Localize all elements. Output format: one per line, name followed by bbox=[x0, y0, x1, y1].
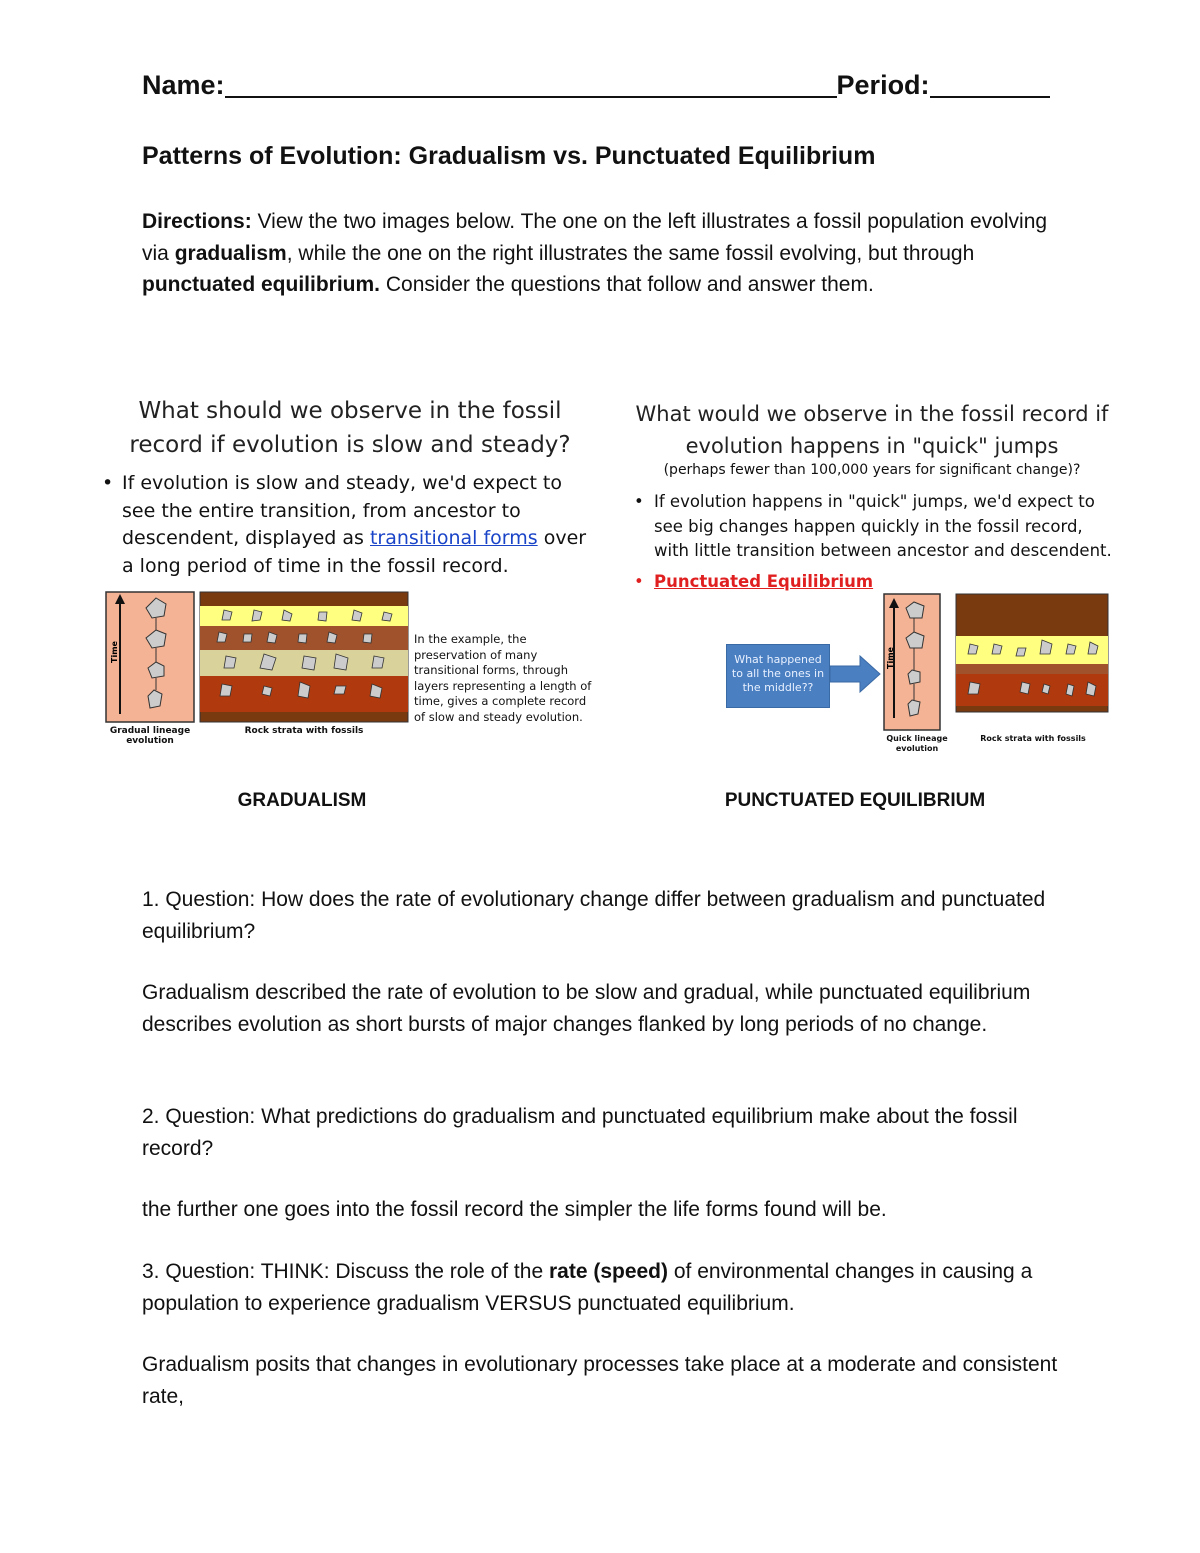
gradualism-bullet-text-1: If evolution is slow and steady, we'd expect to see the entire transition, from ancestor to descendent, displayed as bbox=[122, 472, 563, 549]
bullet-icon: • bbox=[634, 571, 644, 591]
period-label: Period: bbox=[836, 70, 930, 100]
question-3-text-2: of environmental changes in causing a population to experience gradualism VERSUS punctuated equilibrium. bbox=[142, 1260, 1033, 1315]
gradualism-figure bbox=[104, 590, 410, 746]
page-title: Patterns of Evolution: Gradualism vs. Punctuated Equilibrium bbox=[142, 142, 876, 170]
directions-label: Directions: bbox=[142, 210, 252, 233]
punctuated-slide-heading: What would we observe in the fossil record if evolution happens in "quick" jumps bbox=[635, 402, 1109, 458]
time-label: Time bbox=[110, 641, 119, 663]
gradual-lineage-caption: Gradual lineage evolution bbox=[109, 726, 191, 746]
punctuated-equilibrium-label: PUNCTUATED EQUILIBRIUM bbox=[724, 790, 986, 811]
question-3-text-1: 3. Question: THINK: Discuss the role of the bbox=[142, 1260, 549, 1283]
bullet-icon: • bbox=[102, 472, 114, 494]
directions-paragraph bbox=[142, 206, 1077, 301]
punctuated-equilibrium-link[interactable]: Punctuated Equilibrium bbox=[654, 571, 874, 591]
quick-strata-caption: Rock strata with fossils bbox=[980, 734, 1086, 743]
gradualism-bullet bbox=[100, 470, 600, 580]
punctuated-slide bbox=[632, 398, 1112, 594]
gradualism-bullet-text-2: over a long period of time in the fossil record. bbox=[122, 527, 587, 577]
directions-bold-punctuated: punctuated equilibrium. bbox=[142, 273, 381, 296]
callout-arrow bbox=[830, 654, 882, 694]
punctuated-figure bbox=[882, 592, 1110, 734]
punctuated-slide-note: (perhaps fewer than 100,000 years for significant change)? bbox=[663, 462, 1081, 478]
punctuated-bullet-1-text: If evolution happens in "quick" jumps, we'd expect to see big changes happen quickly in the fossil record, with little transition between ancestor and descendent. bbox=[654, 492, 1112, 560]
gradualism-slide-heading: What should we observe in the fossil record if evolution is slow and steady? bbox=[129, 398, 571, 458]
period-blank[interactable] bbox=[930, 70, 1050, 98]
punctuated-bullets bbox=[632, 490, 1112, 594]
punctuated-bullet-2 bbox=[632, 570, 1112, 595]
directions-text-3: Consider the questions that follow and answer them. bbox=[380, 273, 874, 296]
punctuated-bullet-1 bbox=[632, 490, 1112, 564]
name-blank[interactable] bbox=[225, 70, 837, 98]
callout-box: What happened to all the ones in the middle?? bbox=[726, 644, 830, 708]
question-3-bold: rate (speed) bbox=[548, 1260, 669, 1283]
directions-bold-gradualism: gradualism bbox=[174, 241, 287, 265]
gradualism-label: GRADUALISM bbox=[237, 790, 367, 811]
directions-text-2: , while the one on the right illustrates the same fossil evolving, but through bbox=[286, 241, 975, 265]
directions-text-1: View the two images below. The one on the left illustrates a fossil population evolving via bbox=[142, 210, 1048, 265]
question-2: 2. Question: What predictions do gradualism and punctuated equilibrium make about the fossil record? bbox=[142, 1105, 1018, 1160]
answer-3[interactable]: Gradualism posits that changes in evolutionary processes take place at a moderate and consistent rate, bbox=[142, 1353, 1058, 1408]
gradual-strata-caption: Rock strata with fossils bbox=[244, 726, 364, 736]
quick-rock-strata-panel bbox=[956, 594, 1108, 712]
gradualism-bullets bbox=[100, 470, 600, 580]
bullet-icon: • bbox=[634, 492, 644, 511]
transitional-forms-link[interactable]: transitional forms bbox=[369, 527, 538, 549]
rock-strata-panel bbox=[200, 592, 408, 722]
time-label: Time bbox=[886, 647, 895, 669]
quick-lineage-caption: Quick lineage evolution bbox=[886, 734, 948, 753]
answer-2[interactable]: the further one goes into the fossil record the simpler the life forms found will be. bbox=[142, 1198, 887, 1221]
gradualism-slide bbox=[100, 394, 600, 580]
name-label: Name: bbox=[142, 70, 225, 100]
name-period-line bbox=[142, 70, 1052, 101]
question-1: 1. Question: How does the rate of evolutionary change differ between gradualism and punctuated equilibrium? bbox=[142, 888, 1046, 943]
answer-1[interactable]: Gradualism described the rate of evolution to be slow and gradual, while punctuated equilibrium describes evolution as short bursts of major changes flanked by long periods of no change. bbox=[142, 981, 1031, 1036]
question-3 bbox=[142, 1256, 1067, 1319]
gradualism-side-note: In the example, the preservation of many transitional forms, through layers representing a length of time, gives a complete record of slow and steady evolution. bbox=[414, 632, 592, 724]
